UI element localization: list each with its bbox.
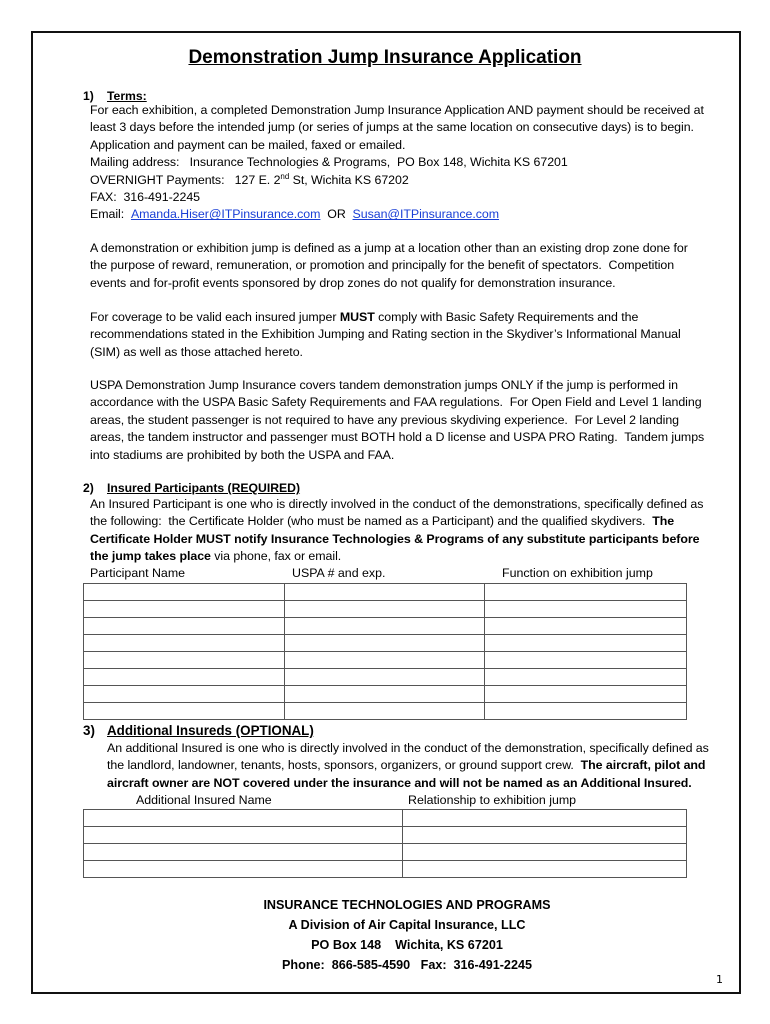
fax-value: 316-491-2245	[123, 190, 201, 205]
section-2-heading	[83, 480, 300, 496]
table-row	[84, 635, 687, 652]
table-row	[84, 703, 687, 720]
uspa-number-cell[interactable]	[285, 618, 485, 635]
mailing-address-line	[90, 154, 730, 171]
text-line	[107, 757, 732, 774]
table-row	[84, 686, 687, 703]
email-link-amanda[interactable]: Amanda.Hiser@ITPinsurance.com	[130, 207, 321, 222]
additional-insured-name-cell[interactable]	[84, 810, 403, 827]
uspa-number-cell[interactable]	[285, 635, 485, 652]
text-line: accordance with the USPA Basic Safety Requirements and FAA regulations. For Open Field and Level 1 landing	[90, 395, 702, 410]
text-bold: Certificate Holder MUST notify Insurance Technologies & Programs of any substitute participants before	[90, 531, 700, 546]
footer-contact: Phone: 866-585-4590 Fax: 316-491-2245	[282, 958, 532, 972]
text-line: A demonstration or exhibition jump is defined as a jump at a location other than an existing drop zone done for	[90, 241, 688, 255]
text-line: recommendations stated in the Exhibition Jumping and Rating section in the Skydiver’s Informational Manual	[90, 327, 681, 342]
text-line	[90, 531, 730, 548]
table-row	[84, 844, 687, 861]
text-line: An Insured Participant is one who is directly involved in the conduct of the demonstrations, specifically defined as	[90, 497, 704, 511]
footer-block	[0, 895, 770, 975]
function-cell[interactable]	[485, 601, 687, 618]
function-cell[interactable]	[485, 703, 687, 720]
text-fragment: comply with Basic Safety Requirements and the	[374, 310, 639, 324]
function-cell[interactable]	[485, 669, 687, 686]
additional-insured-name-cell[interactable]	[84, 861, 403, 878]
text-fragment: For coverage to be valid each insured jumper	[90, 310, 340, 324]
relationship-cell[interactable]	[403, 844, 687, 861]
overnight-address-rest: St, Wichita KS 67202	[289, 172, 409, 187]
tandem-paragraph	[90, 377, 730, 464]
table-row	[84, 861, 687, 878]
text-line: least 3 days before the intended jump (or series of jumps at the same location on consecutive days) is to begin.	[90, 120, 694, 135]
text-fragment: the following: the Certificate Holder (who must be named as a Participant) and the qualified skydivers.	[90, 514, 653, 529]
section-number: 3)	[83, 723, 95, 738]
terms-block	[90, 102, 730, 224]
relationship-cell[interactable]	[403, 827, 687, 844]
footer-division: A Division of Air Capital Insurance, LLC	[288, 918, 526, 932]
text-line	[107, 775, 732, 792]
email-label: Email:	[90, 207, 125, 222]
table-row	[84, 618, 687, 635]
participants-table	[83, 583, 687, 720]
uspa-number-cell[interactable]	[285, 669, 485, 686]
additional-insured-name-cell[interactable]	[84, 844, 403, 861]
participant-name-cell[interactable]	[84, 703, 285, 720]
text-line: (SIM) as well as those attached hereto.	[90, 344, 303, 359]
text-bold: the jump takes place	[90, 549, 211, 564]
participant-name-cell[interactable]	[84, 601, 285, 618]
coverage-paragraph	[90, 309, 730, 361]
table-row	[84, 652, 687, 669]
text-line: areas, the tandem instructor and passenger must BOTH hold a D license and USPA PRO Rating. Tandem jumps	[90, 430, 705, 445]
mailing-address-value: Insurance Technologies & Programs, PO Box 148, Wichita KS 67201	[189, 155, 568, 170]
text-line	[90, 548, 730, 565]
section-label: Additional Insureds (OPTIONAL)	[107, 723, 314, 738]
text-bold: The	[652, 514, 675, 529]
function-cell[interactable]	[485, 686, 687, 703]
title-text: Demonstration Jump Insurance Application	[188, 47, 582, 68]
text-line	[90, 309, 730, 326]
text-bold: aircraft owner are NOT covered under the insurance and will not be named as an Additional Insured.	[107, 775, 692, 790]
section-3-heading	[83, 723, 314, 739]
table-row	[84, 601, 687, 618]
text-fragment: via phone, fax or email.	[210, 549, 342, 564]
participant-name-cell[interactable]	[84, 669, 285, 686]
column-header-relationship: Relationship to exhibition jump	[408, 793, 577, 807]
participant-name-cell[interactable]	[84, 635, 285, 652]
section-number: 2)	[83, 481, 94, 495]
email-line	[90, 206, 730, 223]
participant-name-cell[interactable]	[84, 686, 285, 703]
text-fragment: the landlord, landowner, tenants, hosts, sponsors, organizers, or ground support crew.	[107, 758, 581, 773]
definition-paragraph	[90, 240, 730, 292]
column-header-additional-insured-name: Additional Insured Name	[136, 793, 272, 807]
uspa-number-cell[interactable]	[285, 601, 485, 618]
text-line: the purpose of reward, remuneration, or promotion and principally for the benefit of spectators. Competition	[90, 258, 675, 273]
text-line: areas, the student passenger is not required to have any previous skydiving experience. For Level 2 landing	[90, 412, 680, 427]
table-row	[84, 827, 687, 844]
text-line	[90, 513, 730, 530]
participant-name-cell[interactable]	[84, 618, 285, 635]
emphasis-must: MUST	[339, 310, 375, 324]
function-cell[interactable]	[485, 635, 687, 652]
section-label: Insured Participants (REQUIRED)	[107, 481, 301, 495]
table-row	[84, 810, 687, 827]
function-cell[interactable]	[485, 652, 687, 669]
overnight-line	[90, 172, 730, 189]
table-row	[84, 584, 687, 601]
document-title	[0, 47, 770, 69]
text-line: For each exhibition, a completed Demonstration Jump Insurance Application AND payment should be received at	[90, 103, 704, 117]
superscript: nd	[280, 171, 290, 181]
text-line: An additional Insured is one who is directly involved in the conduct of the demonstration, specifically defined as	[107, 741, 709, 755]
additional-insureds-description	[107, 740, 732, 792]
text-line: Application and payment can be mailed, faxed or emailed.	[90, 137, 406, 152]
section-label: Terms:	[107, 89, 147, 103]
uspa-number-cell[interactable]	[285, 686, 485, 703]
footer-company: INSURANCE TECHNOLOGIES AND PROGRAMS	[263, 898, 551, 912]
relationship-cell[interactable]	[403, 810, 687, 827]
function-cell[interactable]	[485, 618, 687, 635]
participant-name-cell[interactable]	[84, 652, 285, 669]
text-bold: The aircraft, pilot and	[580, 758, 706, 773]
fax-line	[90, 189, 730, 206]
participants-description	[90, 496, 730, 566]
relationship-cell[interactable]	[403, 861, 687, 878]
table-row	[84, 669, 687, 686]
participant-name-cell[interactable]	[84, 584, 285, 601]
column-header-function: Function on exhibition jump	[502, 566, 653, 580]
text-line: events and for-profit events sponsored by drop zones do not qualify for demonstration insurance.	[90, 275, 616, 290]
text-line: USPA Demonstration Jump Insurance covers tandem demonstration jumps ONLY if the jump is performed in	[90, 378, 678, 392]
overnight-address: 127 E. 2	[234, 172, 281, 187]
function-cell[interactable]	[485, 584, 687, 601]
additional-insureds-table	[83, 809, 687, 878]
mailing-address-label: Mailing address:	[90, 155, 180, 170]
overnight-label: OVERNIGHT Payments:	[90, 172, 225, 187]
fax-label: FAX:	[90, 190, 117, 205]
additional-insured-name-cell[interactable]	[84, 827, 403, 844]
column-header-participant-name: Participant Name	[90, 566, 186, 580]
uspa-number-cell[interactable]	[285, 584, 485, 601]
uspa-number-cell[interactable]	[285, 703, 485, 720]
footer-address: PO Box 148 Wichita, KS 67201	[311, 938, 503, 952]
column-header-uspa-number: USPA # and exp.	[292, 566, 386, 580]
uspa-number-cell[interactable]	[285, 652, 485, 669]
text-line: into stadiums are prohibited by both the USPA and FAA.	[90, 447, 395, 462]
email-or: OR	[327, 207, 346, 222]
email-link-susan[interactable]: Susan@ITPinsurance.com	[352, 207, 499, 222]
section-number: 1)	[83, 89, 94, 103]
page-number: 1	[716, 973, 723, 986]
